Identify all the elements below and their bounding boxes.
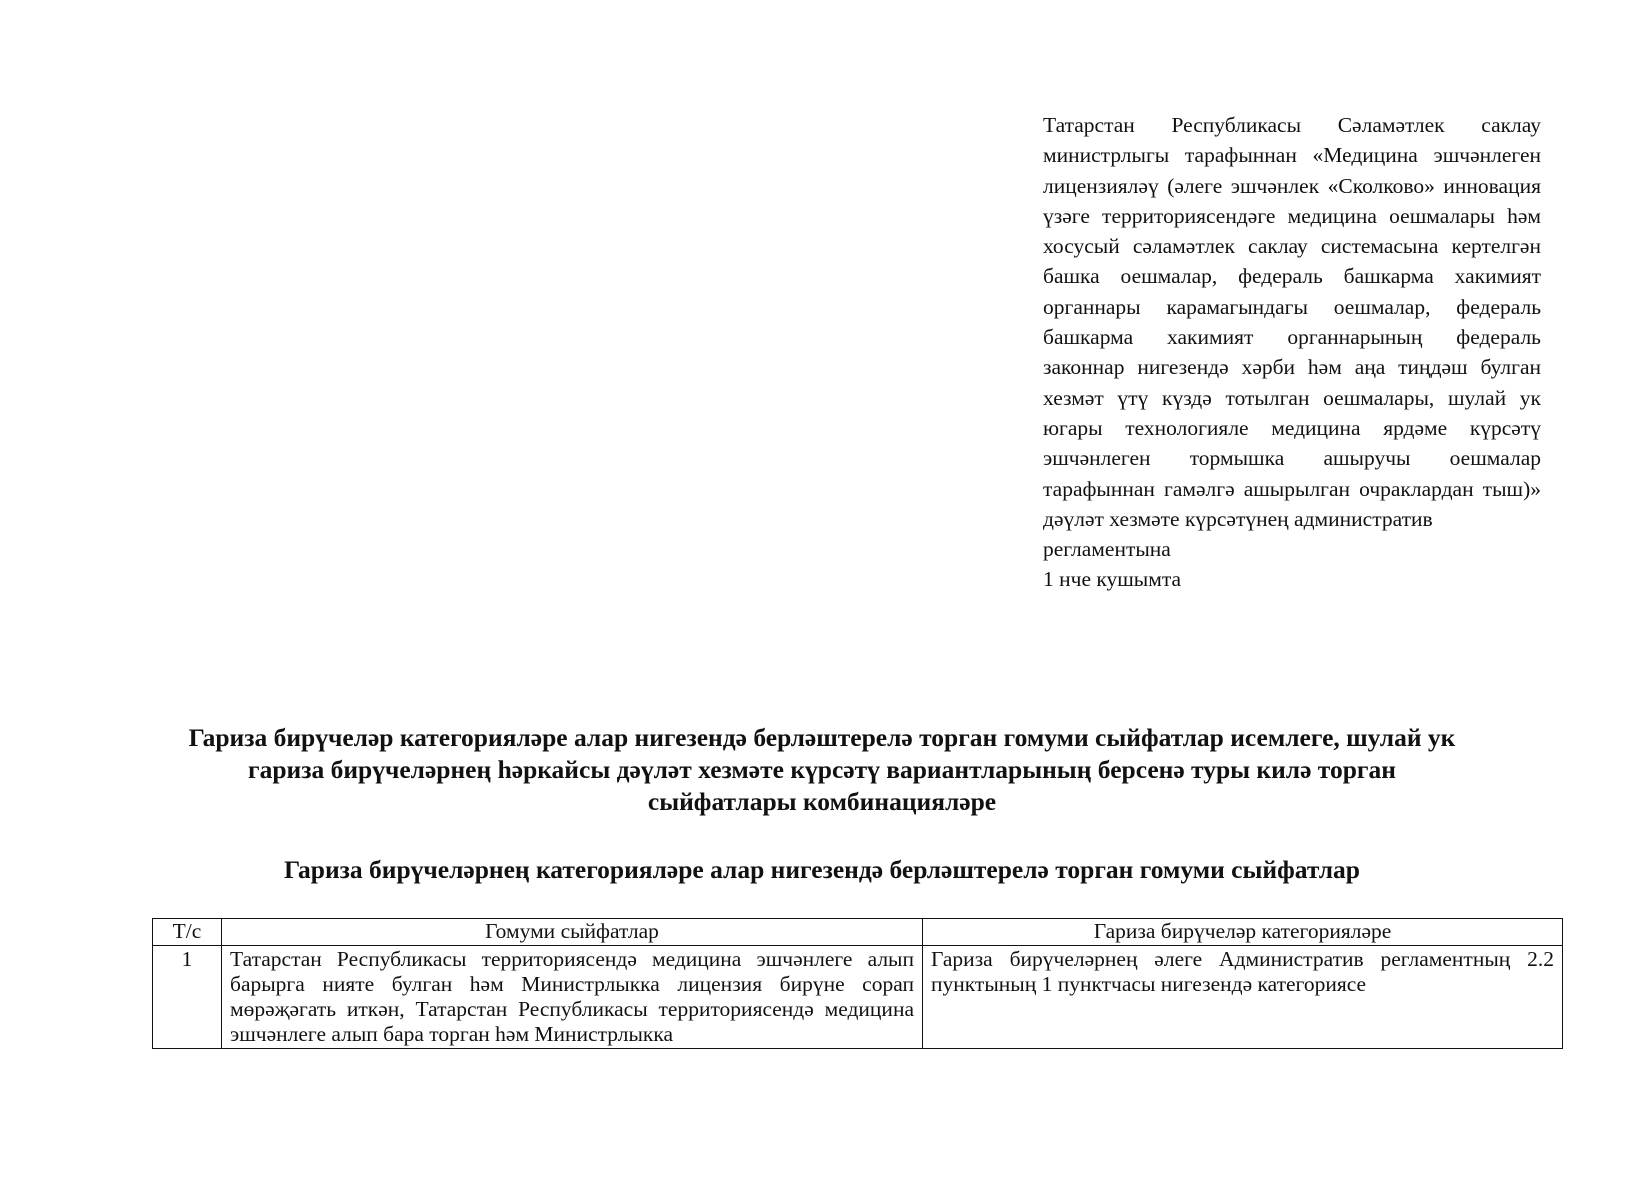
table-header-row	[153, 919, 1563, 946]
characteristics-table	[152, 918, 1563, 1049]
main-heading-line-1: Гариза бирүчеләр категорияләре алар нигезендә берләштерелә торган гомуми сыйфатлар исемлеге, шулай ук	[188, 723, 1456, 752]
sub-heading: Гариза бирүчеләрнең категорияләре алар нигезендә берләштерелә торган гомуми сыйфатлар	[284, 855, 1360, 884]
main-heading-line-2: гариза бирүчеләрнең һәркайсы дәүләт хезмәте күрсәтү вариантларының берсенә туры килә торган	[248, 755, 1396, 784]
row-general-characteristics: Татарстан Республикасы территориясендә медицина эшчәнлеге алып барырга нияте булган һәм Министрлыкка лицензия бирүне сорап мөрәҗәгать иткән, Татарстан Республикасы территориясендә медицина эшчәнлеге алып бара торган һәм Министрлыкка	[222, 946, 923, 1049]
row-number: 1	[153, 946, 222, 1049]
main-heading	[130, 722, 1514, 818]
annex-title: Татарстан Республикасы Сәламәтлек саклау министрлыгы тарафыннан «Медицина эшчәнлеген лицензияләү (әлеге эшчәнлек «Сколково» инновация үзәге территориясендәге медицина оешмалары һәм хосусый сәламәтлек саклау системасына кертелгән башка оешмалар, федераль башкарма хакимият органнары карамагындагы оешмалар, федераль башкарма хакимият органнарының федераль законнар нигезендә хәрби һәм аңа тиңдәш булган хезмәт үтү күздә тотылган оешмалары, шулай ук югары технологияле медицина ярдәме күрсәтү эшчәнлеген тормышка ашыручы оешмалар тарафыннан гамәлгә ашырылган очраклардан тыш)» дәүләт хезмәте күрсәтүнең административ	[1043, 113, 1541, 531]
main-heading-line-3: сыйфатлары комбинацияләре	[647, 787, 997, 816]
column-header-number: Т/с	[153, 919, 222, 946]
table-row	[153, 946, 1563, 1049]
annex-regulation-line: регламентына	[1043, 537, 1171, 562]
column-header-categories: Гариза бирүчеләр категорияләре	[923, 919, 1563, 946]
row-applicant-category: Гариза бирүчеләрнең әлеге Административ регламентның 2.2 пунктының 1 пунктчасы нигезендә категориясе	[923, 946, 1563, 1049]
column-header-general: Гомуми сыйфатлар	[222, 919, 923, 946]
annex-block	[1043, 110, 1541, 595]
annex-appendix-number: 1 нче кушымта	[1043, 567, 1182, 592]
